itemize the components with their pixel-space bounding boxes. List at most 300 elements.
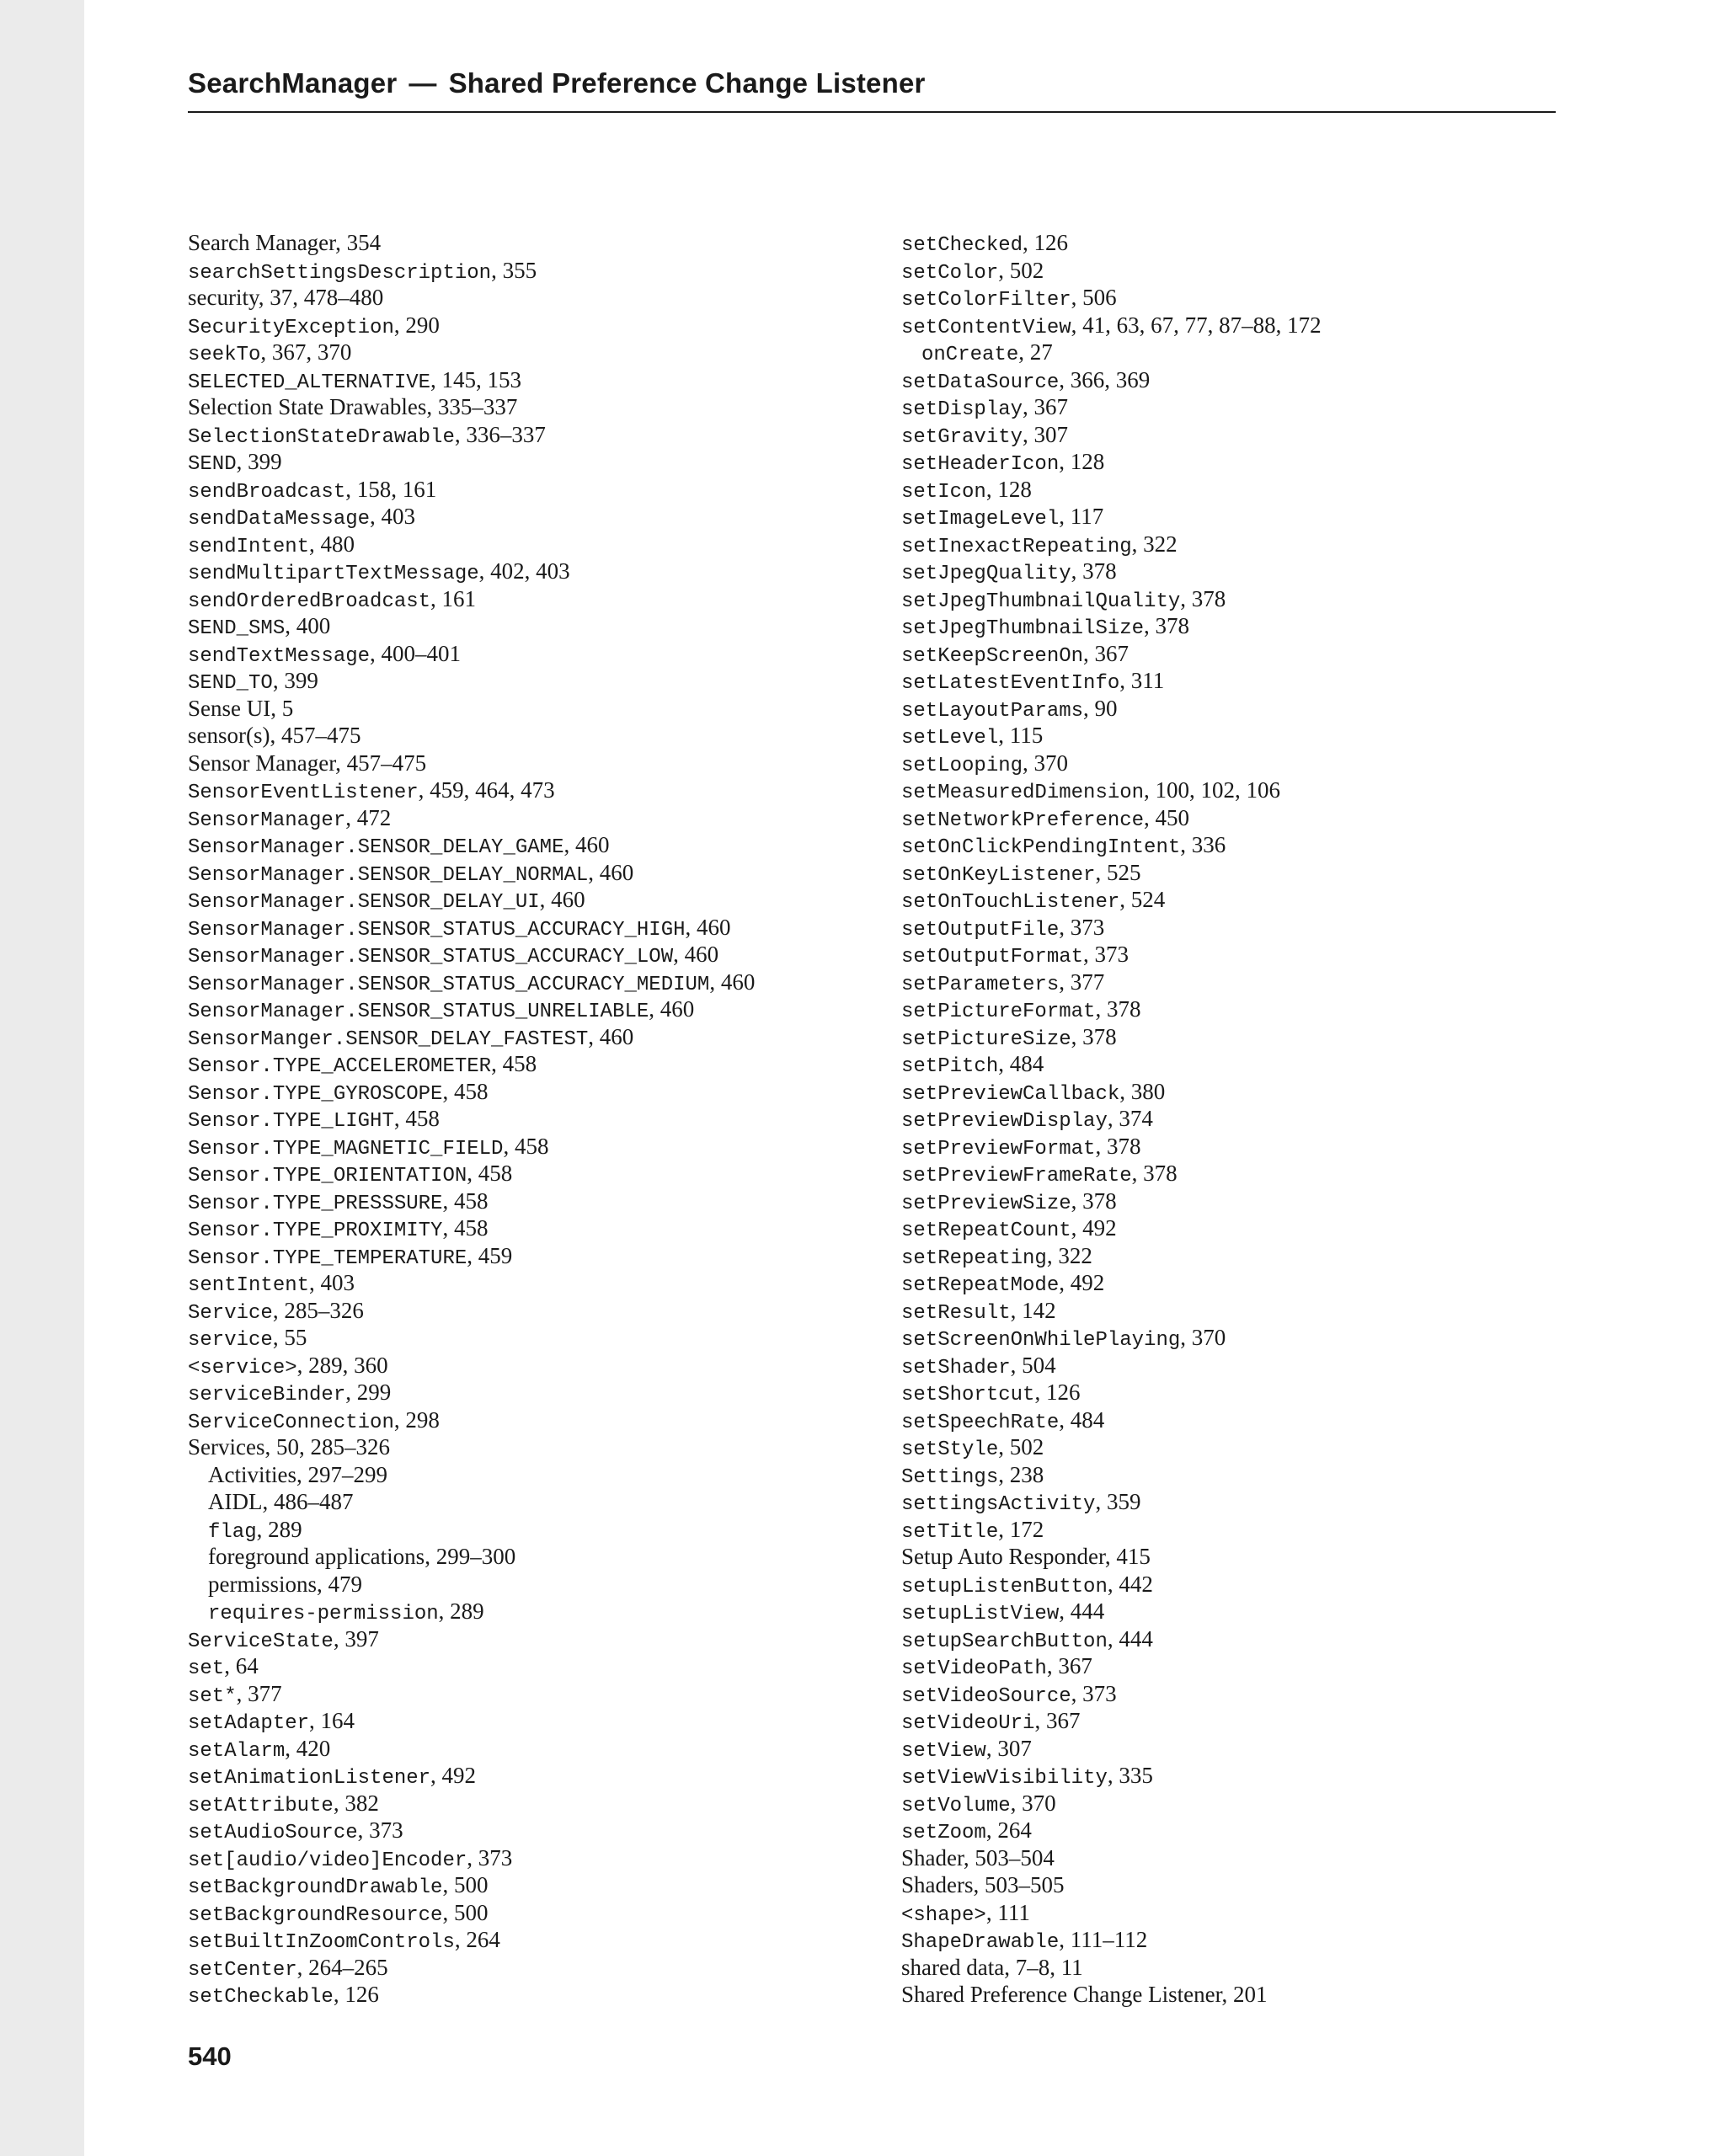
index-term: sendDataMessage [188, 508, 371, 531]
index-term: SensorEventListener [188, 782, 419, 804]
index-entry: Shared Preference Change Listener, 201 [901, 1982, 1268, 2007]
index-term: setImageLevel [901, 508, 1060, 531]
index-pages: 458 [453, 1078, 489, 1104]
index-entry: setVolume, 370 [901, 1790, 1056, 1817]
index-pages: 50, 285–326 [275, 1434, 390, 1460]
index-term: setOutputFormat [901, 946, 1084, 969]
index-term: setAnimationListener [188, 1767, 431, 1790]
index-pages: 164 [320, 1708, 355, 1733]
index-entry: setDataSource, 366, 369 [901, 366, 1151, 394]
header-first-term: SearchManager [188, 67, 398, 99]
index-entry: settingsActivity, 359 [901, 1489, 1141, 1516]
index-pages: 311 [1130, 668, 1165, 693]
index-term: setAudioSource [188, 1822, 358, 1844]
index-entry: setMeasuredDimension, 100, 102, 106 [901, 777, 1281, 804]
index-term: Sensor.TYPE_GYROSCOPE [188, 1082, 443, 1106]
index-pages: 367, 370 [271, 339, 352, 365]
index-term: setColor [901, 261, 999, 285]
index-term: Setup Auto Responder [901, 1544, 1105, 1569]
page-gutter [0, 0, 84, 2156]
index-column-right [901, 229, 1592, 2009]
index-pages: 415 [1116, 1544, 1151, 1569]
index-term: setLooping [901, 754, 1023, 777]
index-pages: 399 [248, 449, 282, 474]
index-pages: 298 [405, 1406, 440, 1433]
index-entry: setSpeechRate, 484 [901, 1406, 1105, 1434]
index-pages: 524 [1130, 887, 1166, 912]
index-entry: sendOrderedBroadcast, 161 [188, 585, 477, 613]
index-entry: flag, 289 [208, 1516, 302, 1544]
index-term: SEND_TO [188, 672, 273, 695]
index-pages: 299–300 [435, 1544, 516, 1569]
index-term: setOutputFile [901, 918, 1060, 942]
index-pages: 100, 102, 106 [1155, 777, 1281, 803]
index-term: Sensor.TYPE_ORIENTATION [188, 1165, 467, 1187]
index-pages: 458 [514, 1133, 549, 1159]
index-pages: 420 [296, 1735, 331, 1761]
header-last-term: Shared Preference Change Listener [448, 67, 926, 99]
index-entry: SensorManager.SENSOR_DELAY_GAME, 460 [188, 832, 610, 859]
index-entry: setJpegQuality, 378 [901, 558, 1117, 585]
index-term: onCreate [921, 344, 1019, 366]
index-entry: setPreviewSize, 378 [901, 1187, 1117, 1215]
index-entry: setAlarm, 420 [188, 1735, 331, 1763]
index-pages: 142 [1022, 1297, 1056, 1323]
index-pages: 504 [1022, 1352, 1056, 1378]
index-entry: setIcon, 128 [901, 476, 1032, 504]
index-entry: setPictureFormat, 378 [901, 996, 1141, 1023]
index-entry: requires-permission, 289 [208, 1598, 484, 1625]
index-term: sensor(s) [188, 723, 270, 748]
index-term: setPreviewDisplay [901, 1110, 1108, 1133]
index-term: shared data [901, 1954, 1005, 1980]
index-pages: 486–487 [273, 1489, 354, 1514]
index-pages: 484 [1009, 1051, 1044, 1076]
index-term: setupSearchButton [901, 1630, 1108, 1653]
index-term: SEND_SMS [188, 617, 286, 640]
index-pages: 7–8, 11 [1015, 1954, 1083, 1980]
index-entry: SEND_TO, 399 [188, 668, 318, 695]
index-term: setDisplay [901, 398, 1023, 421]
index-pages: 450 [1155, 804, 1190, 830]
index-entry: setupSearchButton, 444 [901, 1625, 1153, 1653]
index-entry: setShortcut, 126 [901, 1380, 1081, 1406]
index-entry: setColor, 502 [901, 257, 1044, 285]
index-pages: 492 [1082, 1215, 1117, 1241]
index-entry: setColorFilter, 506 [901, 285, 1117, 312]
index-term: sendOrderedBroadcast [188, 590, 431, 613]
index-entry: sensor(s), 457–475 [188, 723, 361, 748]
index-pages: 285–326 [284, 1297, 364, 1323]
index-pages: 506 [1082, 285, 1117, 310]
index-term: setAlarm [188, 1739, 286, 1763]
index-term: SensorManager.SENSOR_STATUS_ACCURACY_LOW [188, 946, 674, 969]
index-pages: 264–265 [308, 1954, 388, 1980]
index-entry: SensorManager.SENSOR_DELAY_NORMAL, 460 [188, 859, 634, 887]
index-term: setCenter [188, 1958, 297, 1982]
index-pages: 459 [478, 1242, 513, 1268]
index-term: setAdapter [188, 1712, 310, 1735]
index-entry: ShapeDrawable, 111–112 [901, 1927, 1148, 1954]
index-entry: SensorManager.SENSOR_STATUS_ACCURACY_HIGH, 460 [188, 914, 731, 942]
index-term: setGravity [901, 425, 1023, 449]
index-pages: 458 [478, 1161, 513, 1186]
page-number: 540 [188, 2041, 232, 2071]
index-pages: 380 [1130, 1078, 1166, 1104]
index-entry: setupListView, 444 [901, 1598, 1105, 1625]
index-term: setDataSource [901, 371, 1060, 394]
index-pages: 444 [1070, 1598, 1105, 1624]
index-entry: searchSettingsDescription, 355 [188, 257, 537, 285]
index-entry: setOnKeyListener, 525 [901, 859, 1141, 887]
index-term: setNetworkPreference [901, 808, 1145, 832]
index-pages: 172 [1009, 1516, 1044, 1542]
index-term: permissions [208, 1571, 318, 1597]
index-entry: SensorManager.SENSOR_DELAY_UI, 460 [188, 887, 585, 914]
index-pages: 373 [1082, 1680, 1117, 1706]
index-entry: setTitle, 172 [901, 1516, 1044, 1544]
index-entry: Sensor.TYPE_ACCELEROMETER, 458 [188, 1051, 537, 1078]
index-pages: 161 [441, 585, 477, 611]
index-term: setRepeating [901, 1246, 1047, 1270]
index-pages: 322 [1058, 1242, 1092, 1268]
index-term: SecurityException [188, 316, 394, 339]
index-pages: 299 [356, 1380, 392, 1405]
index-term: Shader [901, 1844, 964, 1870]
index-entry: setLayoutParams, 90 [901, 695, 1118, 723]
index-pages: 373 [1070, 914, 1105, 940]
index-entry: set, 64 [188, 1653, 259, 1680]
index-pages: 378 [1082, 1023, 1117, 1049]
index-pages: 290 [405, 312, 440, 338]
index-pages: 458 [453, 1215, 489, 1241]
index-pages: 378 [1106, 1133, 1141, 1159]
index-pages: 289 [450, 1598, 484, 1624]
index-entry: Sensor.TYPE_LIGHT, 458 [188, 1106, 440, 1133]
index-entry: SEND_SMS, 400 [188, 613, 331, 640]
index-term: setTitle [901, 1520, 999, 1544]
index-pages: 297–299 [307, 1461, 387, 1487]
index-entry: setRepeatMode, 492 [901, 1270, 1105, 1297]
index-entry: setBackgroundResource, 500 [188, 1899, 489, 1927]
index-term: setPictureFormat [901, 1001, 1096, 1023]
index-entry: setOutputFile, 373 [901, 914, 1105, 942]
index-term: setView [901, 1739, 986, 1763]
index-pages: 382 [344, 1790, 379, 1816]
index-pages: 64 [235, 1653, 259, 1678]
index-entry: security, 37, 478–480 [188, 285, 384, 310]
index-pages: 359 [1106, 1489, 1141, 1514]
index-entry: setBackgroundDrawable, 500 [188, 1872, 489, 1899]
index-entry: Sense UI, 5 [188, 695, 294, 721]
index-entry: Shader, 503–504 [901, 1844, 1055, 1870]
index-term: security [188, 285, 259, 310]
index-pages: 115 [1009, 723, 1044, 748]
index-entry: sendTextMessage, 400–401 [188, 640, 462, 668]
index-term: Sensor.TYPE_ACCELEROMETER [188, 1055, 492, 1078]
index-entry: setOutputFormat, 373 [901, 942, 1130, 969]
index-pages: 459, 464, 473 [430, 777, 555, 803]
index-term: SensorManager.SENSOR_DELAY_NORMAL [188, 863, 589, 887]
index-entry: sendBroadcast, 158, 161 [188, 476, 437, 504]
index-pages: 503–505 [984, 1872, 1065, 1897]
index-entry: setPreviewFrameRate, 378 [901, 1161, 1178, 1187]
index-pages: 367 [1094, 640, 1130, 666]
index-entry: Sensor.TYPE_MAGNETIC_FIELD, 458 [188, 1133, 549, 1161]
index-pages: 370 [1022, 1790, 1056, 1816]
header-rule [188, 111, 1556, 113]
index-pages: 201 [1233, 1982, 1268, 2007]
index-term: setPitch [901, 1055, 999, 1078]
index-entry: setupListenButton, 442 [901, 1571, 1153, 1598]
index-pages: 355 [502, 257, 537, 283]
index-entry: setOnTouchListener, 524 [901, 887, 1166, 914]
index-entry: setBuiltInZoomControls, 264 [188, 1927, 500, 1954]
index-pages: 145, 153 [441, 366, 522, 392]
index-pages: 480 [320, 531, 355, 557]
index-term: setHeaderIcon [901, 453, 1060, 476]
index-pages: 460 [660, 996, 695, 1022]
running-header [188, 67, 926, 99]
index-entry: setLatestEventInfo, 311 [901, 668, 1165, 695]
index-pages: 500 [453, 1899, 489, 1925]
index-term: setBuiltInZoomControls [188, 1931, 455, 1954]
index-pages: 335–337 [437, 394, 518, 419]
index-pages: 373 [369, 1817, 403, 1843]
index-pages: 458 [502, 1051, 537, 1076]
index-entry: SELECTED_ALTERNATIVE, 145, 153 [188, 366, 522, 394]
index-pages: 500 [453, 1872, 489, 1897]
index-entry: setPictureSize, 378 [901, 1023, 1117, 1051]
index-pages: 158, 161 [356, 476, 437, 502]
index-pages: 336 [1191, 832, 1226, 857]
index-term: setupListenButton [901, 1575, 1108, 1598]
index-entry: setContentView, 41, 63, 67, 77, 87–88, 172 [901, 312, 1322, 339]
index-entry: setPreviewCallback, 380 [901, 1078, 1166, 1106]
index-term: setVolume [901, 1794, 1011, 1817]
index-entry: Sensor Manager, 457–475 [188, 750, 427, 776]
index-entry: SensorManager.SENSOR_STATUS_ACCURACY_MEDIUM, 460 [188, 969, 756, 996]
index-pages: 472 [356, 804, 392, 830]
index-term: setJpegQuality [901, 563, 1071, 585]
index-term: setLayoutParams [901, 699, 1084, 723]
index-term: ServiceConnection [188, 1411, 394, 1434]
index-entry: setJpegThumbnailSize, 378 [901, 613, 1190, 640]
index-entry: SecurityException, 290 [188, 312, 440, 339]
index-entry: SensorManger.SENSOR_DELAY_FASTEST, 460 [188, 1023, 634, 1051]
index-term: setStyle [901, 1438, 999, 1461]
index-term: setShortcut [901, 1384, 1035, 1406]
index-pages: 55 [284, 1325, 307, 1350]
index-term: ServiceState [188, 1630, 334, 1653]
index-term: setVideoPath [901, 1657, 1047, 1680]
index-term: setResult [901, 1301, 1011, 1325]
index-pages: 460 [599, 859, 634, 885]
index-pages: 444 [1119, 1625, 1153, 1652]
index-pages: 373 [1094, 942, 1130, 967]
index-pages: 460 [697, 914, 731, 940]
index-entry: setPitch, 484 [901, 1051, 1044, 1078]
index-entry: sentIntent, 403 [188, 1270, 355, 1297]
index-entry: serviceBinder, 299 [188, 1380, 392, 1406]
index-pages: 289 [268, 1516, 302, 1542]
index-pages: 402, 403 [490, 558, 570, 584]
index-entry: setInexactRepeating, 322 [901, 531, 1178, 558]
index-pages: 336–337 [466, 421, 546, 447]
index-pages: 367 [1033, 394, 1069, 419]
index-term: seekTo [188, 344, 261, 366]
index-entry: setStyle, 502 [901, 1434, 1044, 1461]
index-entry: setShader, 504 [901, 1352, 1056, 1380]
index-pages: 117 [1070, 504, 1104, 529]
index-term: sendMultipartTextMessage [188, 563, 479, 585]
index-pages: 460 [574, 832, 610, 857]
index-term: setBackgroundDrawable [188, 1876, 443, 1899]
index-pages: 373 [478, 1844, 513, 1870]
index-pages: 37, 478–480 [270, 285, 384, 310]
index-term: Shared Preference Change Listener [901, 1982, 1222, 2007]
index-pages: 457–475 [346, 750, 427, 776]
index-entry: shared data, 7–8, 11 [901, 1954, 1083, 1980]
index-term: Services [188, 1434, 265, 1460]
index-entry: Services, 50, 285–326 [188, 1434, 390, 1460]
index-entry: setImageLevel, 117 [901, 504, 1104, 531]
index-pages: 90 [1094, 695, 1118, 721]
index-entry: Settings, 238 [901, 1461, 1044, 1489]
index-entry: setVideoPath, 367 [901, 1653, 1092, 1680]
index-entry: setViewVisibility, 335 [901, 1763, 1153, 1790]
index-pages: 378 [1082, 558, 1117, 584]
index-pages: 128 [997, 476, 1032, 502]
index-entry: setCenter, 264–265 [188, 1954, 388, 1982]
index-term: set [188, 1657, 225, 1680]
index-term: Activities [208, 1461, 296, 1487]
index-term: setPreviewCallback [901, 1082, 1120, 1106]
index-term: Sensor.TYPE_LIGHT [188, 1110, 394, 1133]
index-term: setVideoUri [901, 1712, 1035, 1735]
index-entry: setView, 307 [901, 1735, 1032, 1763]
index-pages: 366, 369 [1070, 366, 1151, 392]
index-term: SelectionStateDrawable [188, 425, 455, 449]
index-entry: Sensor.TYPE_TEMPERATURE, 459 [188, 1242, 513, 1270]
index-entry: AIDL, 486–487 [208, 1489, 354, 1514]
index-term: setColorFilter [901, 289, 1071, 312]
index-entry: SensorManager.SENSOR_STATUS_UNRELIABLE, 460 [188, 996, 695, 1023]
index-column-left [188, 229, 879, 2009]
index-term: setPictureSize [901, 1027, 1071, 1051]
index-pages: 399 [284, 668, 318, 693]
index-term: setScreenOnWhilePlaying [901, 1329, 1181, 1352]
index-pages: 503–504 [975, 1844, 1055, 1870]
index-entry: SensorManager.SENSOR_STATUS_ACCURACY_LOW, 460 [188, 942, 719, 969]
index-pages: 41, 63, 67, 77, 87–88, 172 [1082, 312, 1322, 338]
index-pages: 370 [1191, 1325, 1226, 1350]
index-entry: setLooping, 370 [901, 750, 1069, 777]
index-pages: 460 [599, 1023, 634, 1049]
index-term: setRepeatMode [901, 1274, 1060, 1297]
index-term: <service> [188, 1356, 297, 1380]
index-term: AIDL [208, 1489, 263, 1514]
index-pages: 442 [1119, 1571, 1153, 1597]
index-pages: 264 [997, 1817, 1032, 1843]
index-entry: setAttribute, 382 [188, 1790, 379, 1817]
index-term: setSpeechRate [901, 1411, 1060, 1434]
index-entry: Selection State Drawables, 335–337 [188, 394, 518, 419]
index-pages: 403 [320, 1270, 355, 1295]
index-pages: 458 [405, 1106, 440, 1131]
index-entry: Sensor.TYPE_GYROSCOPE, 458 [188, 1078, 489, 1106]
index-term: Settings [901, 1465, 999, 1489]
index-term: SensorManager.SENSOR_DELAY_GAME [188, 836, 564, 859]
index-entry: Shaders, 503–505 [901, 1872, 1065, 1897]
index-term: setJpegThumbnailQuality [901, 590, 1181, 613]
index-entry: setGravity, 307 [901, 421, 1069, 449]
index-entry: setChecked, 126 [901, 230, 1069, 257]
index-term: requires-permission [208, 1603, 439, 1625]
index-term: SensorManager.SENSOR_STATUS_ACCURACY_MEDIUM [188, 973, 710, 996]
index-entry: setRepeating, 322 [901, 1242, 1092, 1270]
index-pages: 322 [1143, 531, 1178, 557]
index-term: setMeasuredDimension [901, 782, 1145, 804]
index-term: setChecked [901, 234, 1023, 257]
index-pages: 492 [1070, 1270, 1105, 1295]
index-term: sendTextMessage [188, 644, 371, 668]
index-entry: <service>, 289, 360 [188, 1352, 388, 1380]
index-entry: seekTo, 367, 370 [188, 339, 352, 366]
index-term: setVideoSource [901, 1684, 1071, 1708]
index-entry: setParameters, 377 [901, 969, 1105, 996]
index-entry: permissions, 479 [208, 1571, 363, 1597]
index-pages: 367 [1045, 1708, 1081, 1733]
index-term: sentIntent [188, 1274, 310, 1297]
index-entry: setPreviewDisplay, 374 [901, 1106, 1153, 1133]
index-pages: 378 [1082, 1187, 1117, 1214]
index-entry: set*, 377 [188, 1680, 282, 1708]
index-entry: Service, 285–326 [188, 1297, 364, 1325]
index-term: Sensor.TYPE_PRESSSURE [188, 1192, 443, 1215]
index-term: SensorManger.SENSOR_DELAY_FASTEST [188, 1027, 589, 1051]
index-term: setJpegThumbnailSize [901, 617, 1145, 640]
index-pages: 289, 360 [308, 1352, 388, 1378]
index-term: setPreviewFrameRate [901, 1165, 1132, 1187]
index-pages: 457–475 [280, 723, 361, 748]
index-entry: setKeepScreenOn, 367 [901, 640, 1130, 668]
index-entry: setCheckable, 126 [188, 1982, 379, 2009]
index-term: flag [208, 1520, 257, 1544]
index-pages: 397 [344, 1625, 379, 1652]
index-entry: SensorEventListener, 459, 464, 473 [188, 777, 555, 804]
index-term: SensorManager.SENSOR_STATUS_UNRELIABLE [188, 1001, 649, 1023]
index-term: Sensor.TYPE_PROXIMITY [188, 1219, 443, 1242]
index-term: setKeepScreenOn [901, 644, 1084, 668]
index-entry: Sensor.TYPE_PROXIMITY, 458 [188, 1215, 489, 1242]
index-entry: ServiceState, 397 [188, 1625, 379, 1653]
index-term: sendIntent [188, 535, 310, 558]
index-term: setAttribute [188, 1794, 334, 1817]
index-entry: setScreenOnWhilePlaying, 370 [901, 1325, 1226, 1352]
index-pages: 378 [1143, 1161, 1178, 1186]
index-pages: 400 [296, 613, 331, 638]
index-entry: Activities, 297–299 [208, 1461, 387, 1487]
index-term: SensorManager.SENSOR_DELAY_UI [188, 891, 540, 914]
index-pages: 378 [1155, 613, 1190, 638]
index-term: setRepeatCount [901, 1219, 1071, 1242]
index-term: setCheckable [188, 1986, 334, 2009]
index-pages: 460 [720, 969, 756, 995]
index-pages: 367 [1058, 1653, 1092, 1678]
index-term: setOnKeyListener [901, 863, 1096, 887]
index-pages: 377 [1070, 969, 1105, 995]
